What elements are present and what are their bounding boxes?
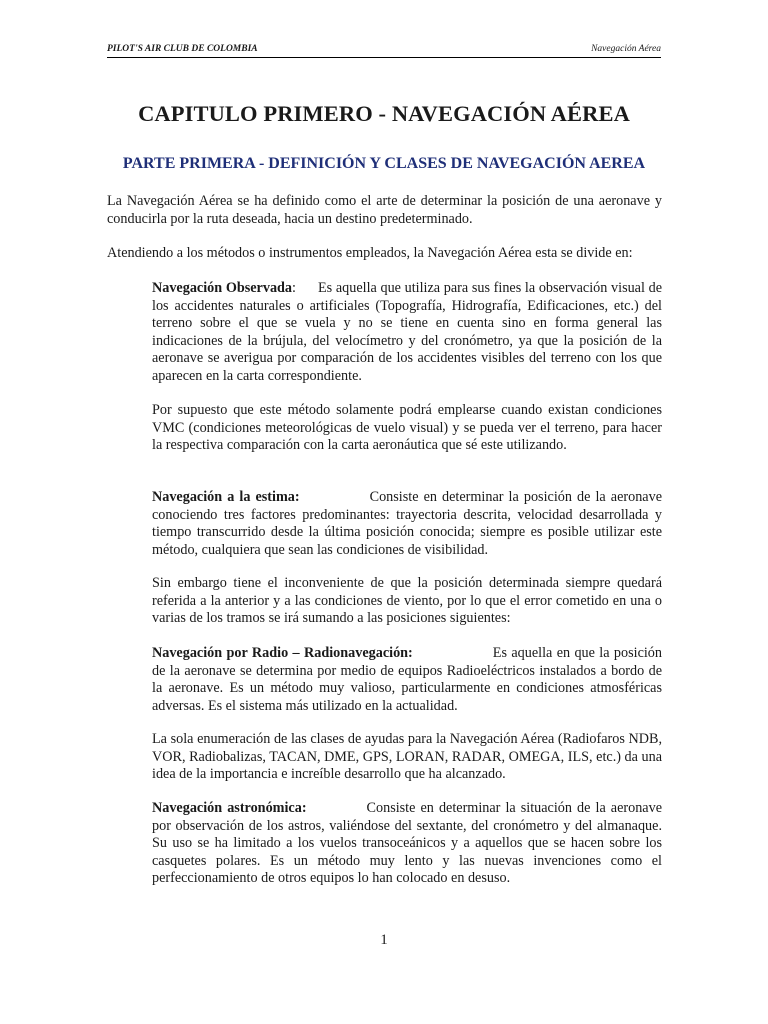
section-term-suffix: : bbox=[292, 280, 296, 296]
page-number: 1 bbox=[380, 932, 388, 948]
section-term: Navegación astronómica: bbox=[152, 800, 307, 816]
running-header bbox=[107, 44, 661, 60]
section-term: Navegación a la estima: bbox=[152, 489, 300, 505]
section-text: Es aquella que utiliza para sus fines la observación visual de los accidentes naturales o artificiales (Topografía, Hidrografía, Edificaciones, etc.) del terreno sobre el que se vuela y no se tiene en cuenta sino en forma general las indicaciones de la brújula, del velocímetro y del cronómetro, ya que la posición de la aeronave se averigua por comparación de los accidentes visibles del terreno con los que aparecen en la carta correspondiente. bbox=[152, 280, 662, 384]
division-paragraph: Atendiendo a los métodos o instrumentos empleados, la Navegación Aérea esta se divide en: bbox=[107, 245, 633, 261]
section-text: Es aquella en que la posición de la aeronave se determina por medio de equipos Radioeléctricos instalados a bordo de la aeronave. Es un método muy valioso, particularmente en condiciones atmosféricas adversas. Es el sistema más utilizado en la actualidad. bbox=[152, 645, 662, 714]
section-term: Navegación por Radio – Radionavegación: bbox=[152, 645, 413, 661]
intro-paragraph: La Navegación Aérea se ha definido como el arte de determinar la posición de una aeronave y conducirla por la ruta deseada, hacia un destino predeterminado. bbox=[107, 193, 662, 227]
section-radio-extra: La sola enumeración de las clases de ayudas para la Navegación Aérea (Radiofaros NDB, VOR, Radiobalizas, TACAN, DME, GPS, LORAN, RADAR, OMEGA, ILS, etc.) da una idea de la importancia e increíble desarrollo que ha alcanzado. bbox=[152, 731, 662, 782]
part-subtitle: PARTE PRIMERA - DEFINICIÓN Y CLASES DE NAVEGACIÓN AEREA bbox=[122, 155, 646, 172]
chapter-title: CAPITULO PRIMERO - NAVEGACIÓN AÉREA bbox=[138, 101, 630, 126]
section-observada bbox=[152, 280, 662, 385]
section-observada-extra: Por supuesto que este método solamente podrá emplearse cuando existan condiciones VMC (condiciones meteorológicas de vuelo visual) y se pueda ver el terreno, para hacer la respectiva comparación con la carta aeronáutica que sé este utilizando. bbox=[152, 402, 662, 453]
header-right: Navegación Aérea bbox=[591, 44, 661, 54]
section-term: Navegación Observada bbox=[152, 280, 293, 296]
section-estima-extra: Sin embargo tiene el inconveniente de que la posición determinada siempre quedará referida a la anterior y a las condiciones de viento, por lo que el error cometido en una o varias de los tramos se irá sumando a las posiciones siguientes: bbox=[152, 575, 662, 626]
section-radio bbox=[152, 645, 662, 715]
section-text: Consiste en determinar la situación de la aeronave por observación de los astros, valiéndose del sextante, del cronómetro y del almanaque. Su uso se ha limitado a los vuelos transoceánicos y a aquellos que se hacen sobre los casquetes polares. Es un método muy lento y las nuevas invenciones como el perfeccionamiento de otros equipos lo han colocado en desuso. bbox=[152, 800, 662, 886]
section-astronomica bbox=[152, 800, 662, 888]
section-text: Consiste en determinar la posición de la aeronave conociendo tres factores predominantes: trayectoria descrita, velocidad desarrollada y tiempo transcurrido desde la última posición conocida; siempre es posible utilizar este método, cualquiera que sean las condiciones de visibilidad. bbox=[152, 489, 662, 558]
section-estima bbox=[152, 489, 662, 559]
header-rule bbox=[107, 57, 661, 58]
header-left: PILOT'S AIR CLUB DE COLOMBIA bbox=[107, 44, 258, 54]
